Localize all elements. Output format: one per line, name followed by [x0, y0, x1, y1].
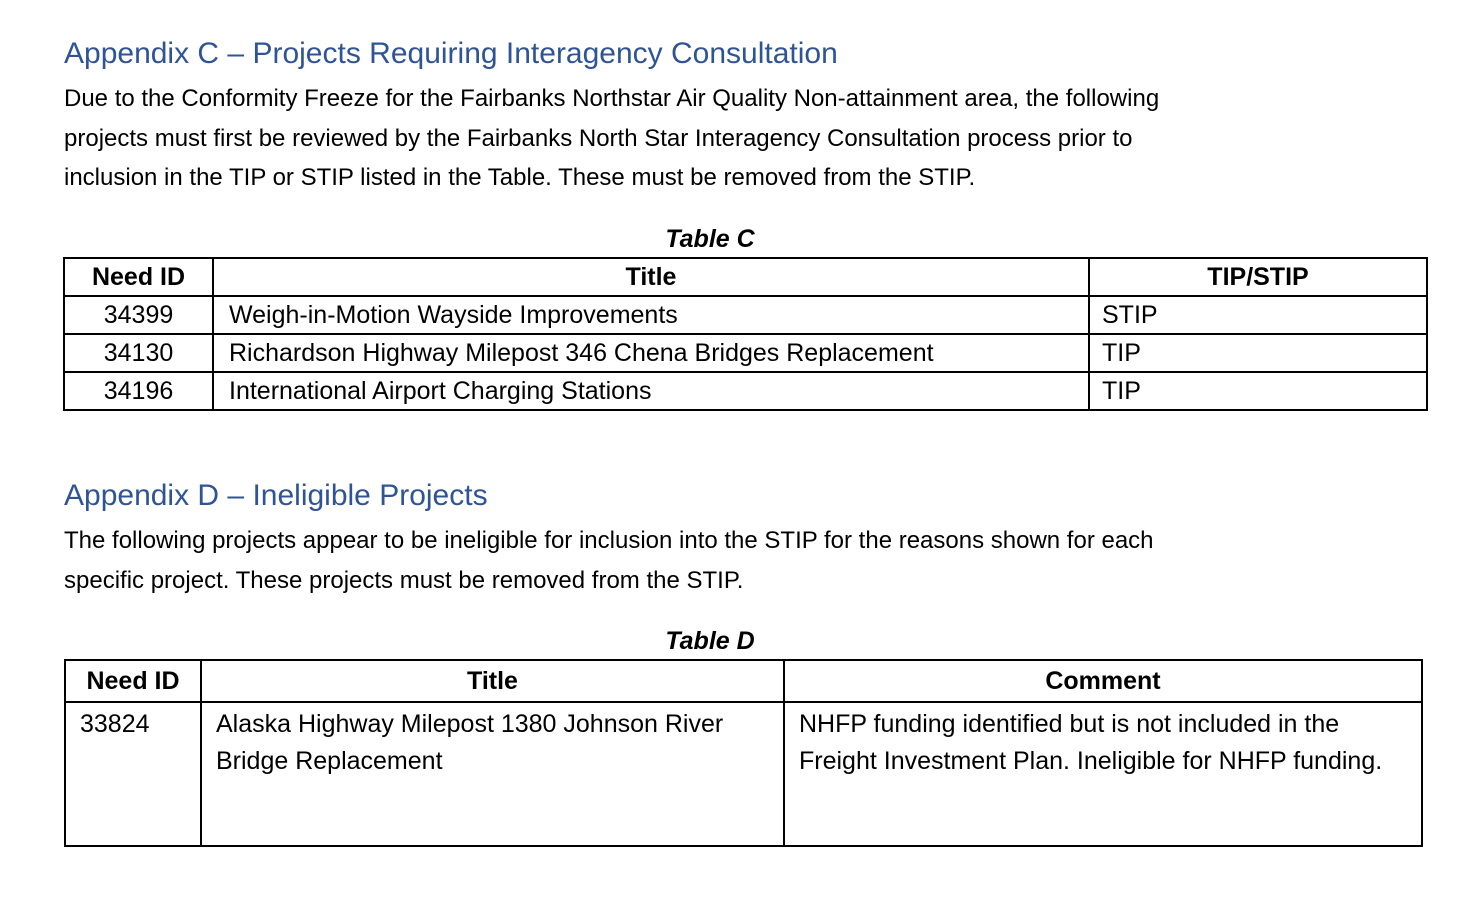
column-header-tip-stip: TIP/STIP	[1089, 258, 1427, 296]
appendix-c-heading: Appendix C – Projects Requiring Interagency Consultation	[64, 37, 838, 70]
tip-stip-cell: STIP	[1089, 296, 1427, 334]
tip-stip-cell: TIP	[1089, 372, 1427, 410]
table-header-row	[64, 258, 1427, 296]
table-c	[63, 257, 1428, 411]
need-id-cell: 34130	[64, 334, 213, 372]
table-row	[64, 372, 1427, 410]
appendix-d-paragraph	[64, 521, 1154, 600]
table-header-row	[65, 660, 1422, 702]
column-header-comment: Comment	[784, 660, 1422, 702]
table-row	[64, 334, 1427, 372]
title-cell: International Airport Charging Stations	[213, 372, 1089, 410]
column-header-need-id: Need ID	[65, 660, 201, 702]
title-cell: Alaska Highway Milepost 1380 Johnson River Bridge Replacement	[201, 702, 784, 846]
paragraph-line: The following projects appear to be ineligible for inclusion into the STIP for the reasons shown for each	[64, 527, 1154, 554]
need-id-cell: 34196	[64, 372, 213, 410]
paragraph-line: Due to the Conformity Freeze for the Fairbanks Northstar Air Quality Non-attainment area, the following	[64, 85, 1160, 112]
tip-stip-cell: TIP	[1089, 334, 1427, 372]
need-id-cell: 33824	[65, 702, 201, 846]
paragraph-line: specific project. These projects must be removed from the STIP.	[64, 566, 744, 594]
need-id-cell: 34399	[64, 296, 213, 334]
table-c-caption: Table C	[665, 225, 755, 253]
column-header-title: Title	[213, 258, 1089, 296]
comment-cell: NHFP funding identified but is not included in the Freight Investment Plan. Ineligible for NHFP funding.	[784, 702, 1422, 846]
appendix-d-heading: Appendix D – Ineligible Projects	[64, 479, 488, 512]
title-cell: Richardson Highway Milepost 346 Chena Bridges Replacement	[213, 334, 1089, 372]
paragraph-line: inclusion in the TIP or STIP listed in the Table. These must be removed from the STIP.	[64, 164, 976, 191]
table-d	[64, 659, 1423, 847]
table-row	[64, 296, 1427, 334]
column-header-title: Title	[201, 660, 784, 702]
title-cell: Weigh-in-Motion Wayside Improvements	[213, 296, 1089, 334]
table-d-caption: Table D	[665, 627, 755, 655]
appendix-c-paragraph	[64, 79, 1159, 198]
column-header-need-id: Need ID	[64, 258, 213, 296]
paragraph-line: projects must first be reviewed by the Fairbanks North Star Interagency Consultation process prior to	[64, 124, 1133, 152]
table-row	[65, 702, 1422, 846]
